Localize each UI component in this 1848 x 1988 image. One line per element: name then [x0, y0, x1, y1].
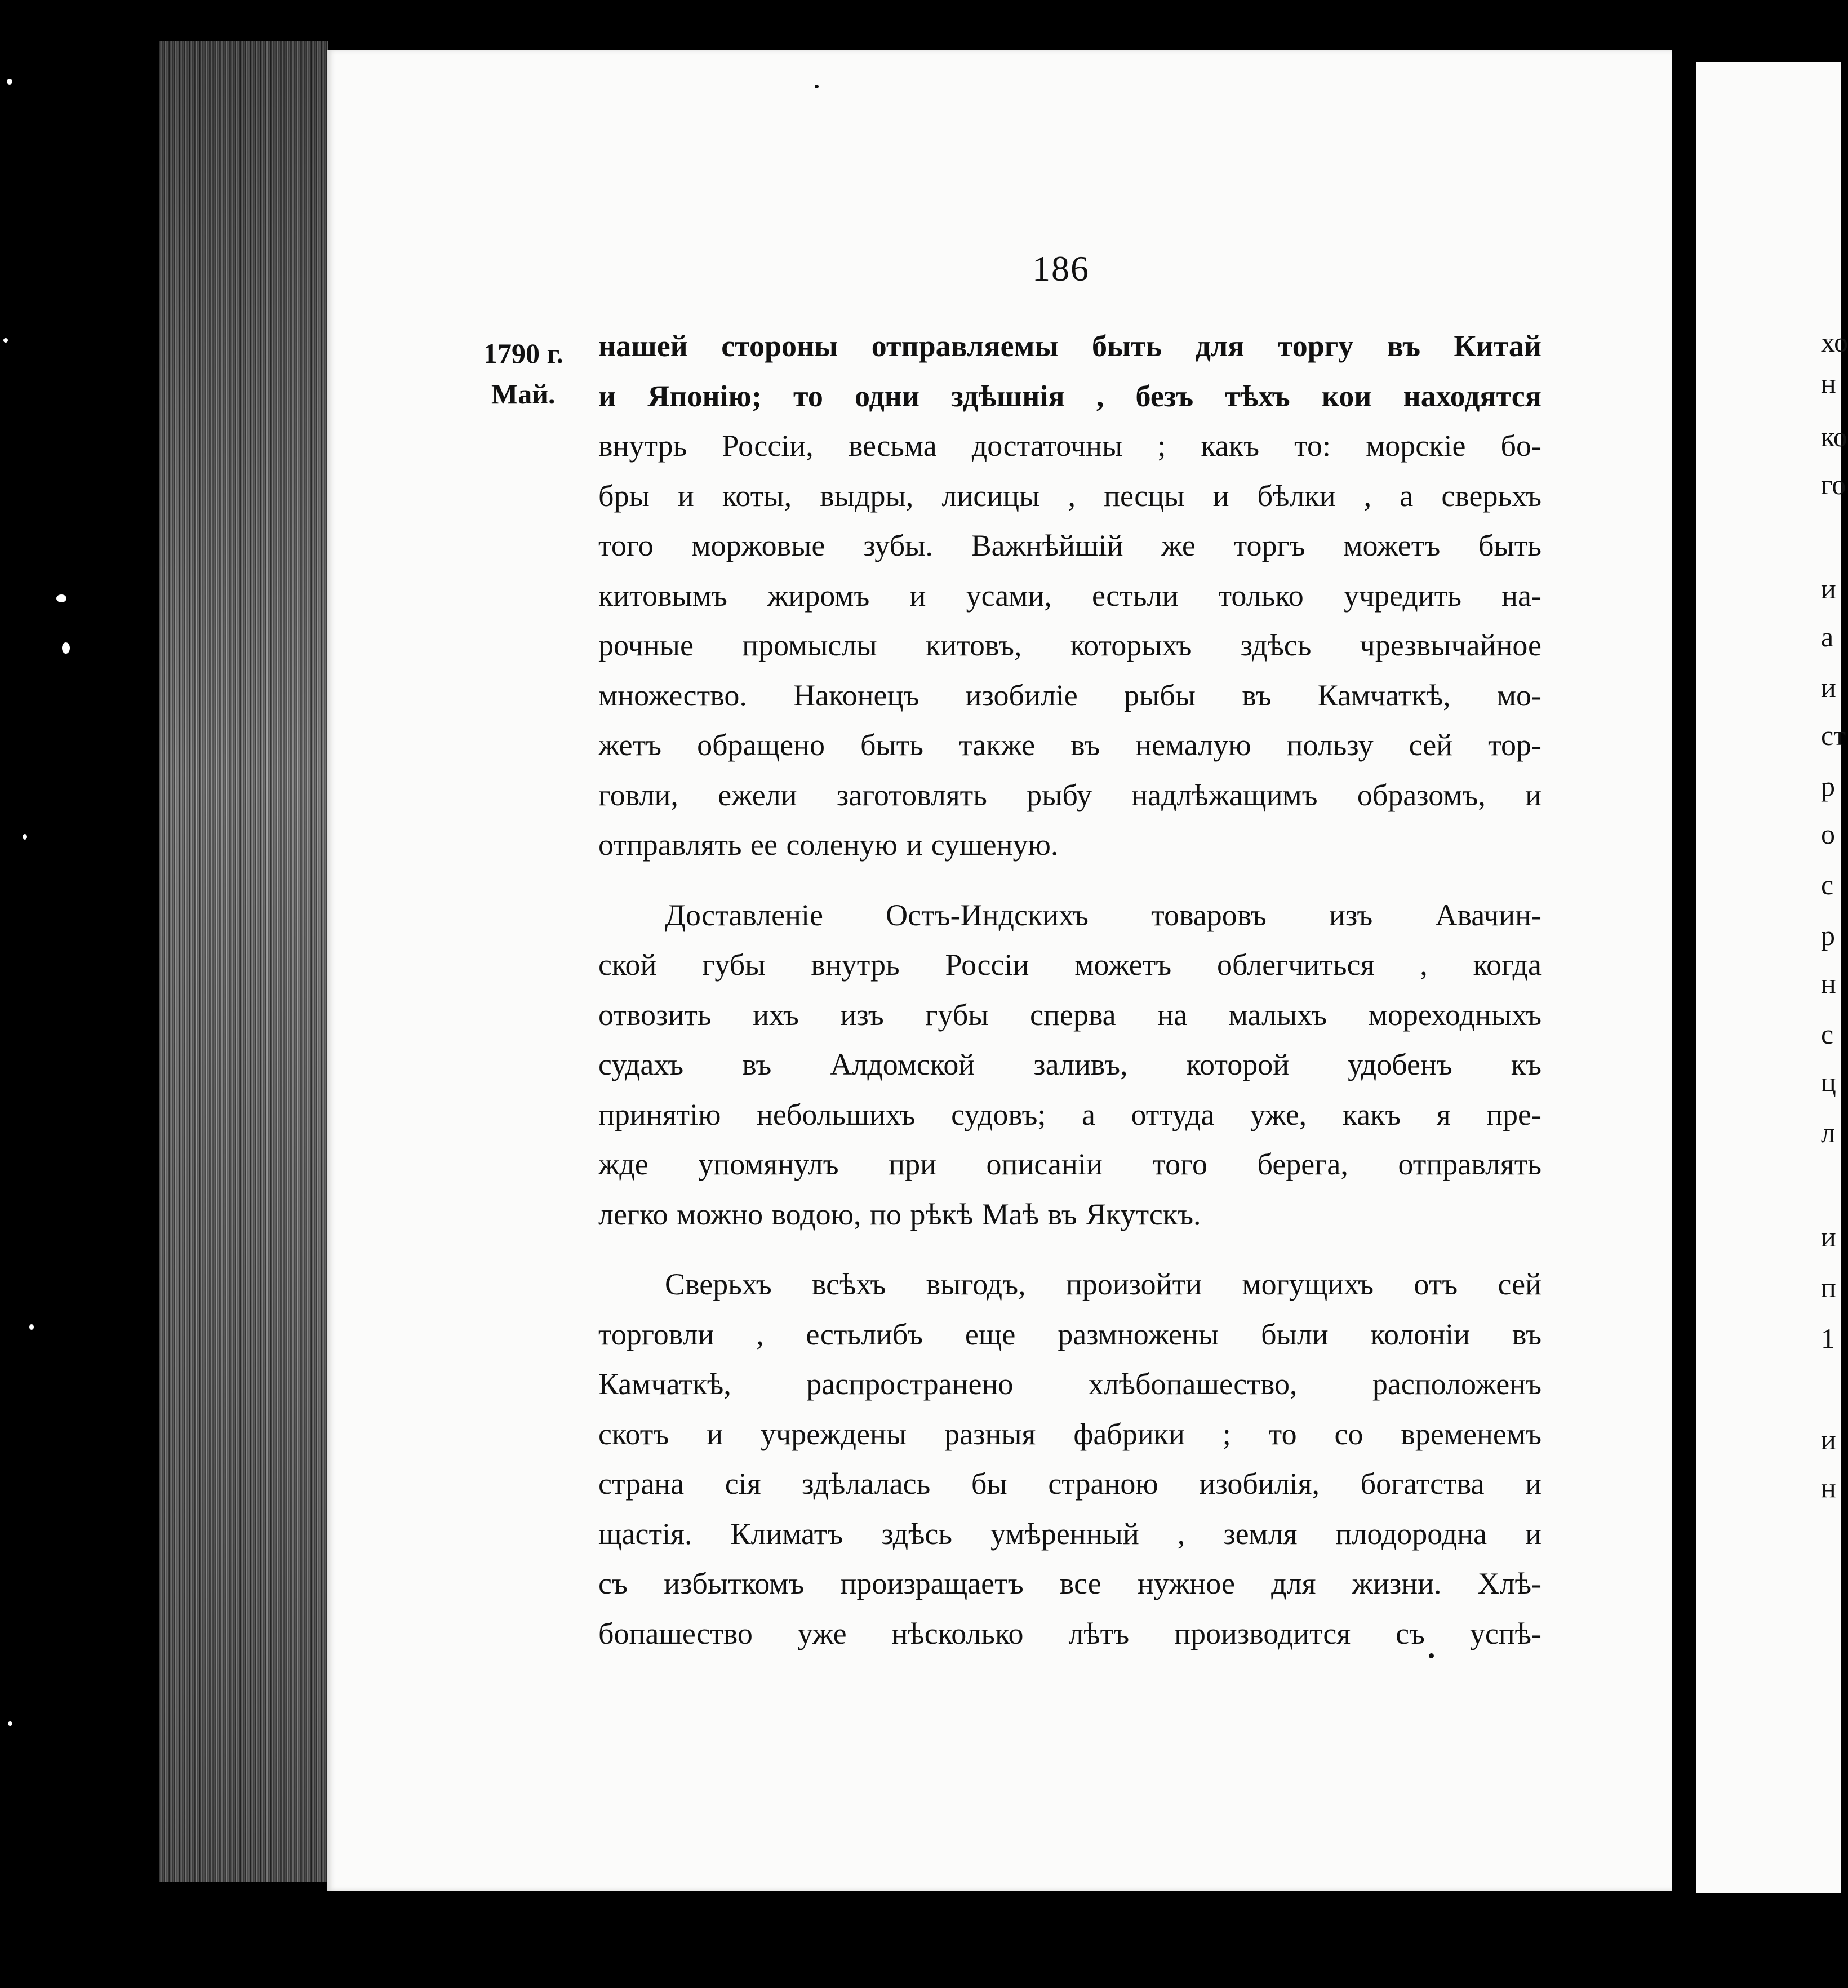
text-line: жетъ обращено быть также въ немалую пользу сей тор-	[598, 728, 1542, 762]
facing-page-fragment: го	[1821, 469, 1846, 500]
text-line: Камчаткѣ, распространено хлѣбопашество, расположенъ	[598, 1367, 1542, 1401]
text-line: ской губы внутрь Россіи можетъ облегчиться , когда	[598, 948, 1542, 982]
ink-speck	[815, 85, 819, 88]
text-line: торговли , естьлибъ еще размножены были колоніи въ	[598, 1317, 1542, 1351]
text-line: китовымъ жиромъ и усами, естьли только учредить на-	[598, 578, 1542, 613]
page-number: 186	[1032, 248, 1090, 289]
dust-speck	[23, 834, 27, 840]
paragraph	[598, 321, 1542, 870]
text-line: бры и коты, выдры, лисицы , песцы и бѣлки , а сверьхъ	[598, 478, 1542, 513]
dust-speck	[29, 1324, 34, 1330]
facing-page-edge	[1696, 62, 1848, 1893]
facing-page-fragment: ст	[1821, 720, 1846, 751]
text-line: жде упомянулъ при описаніи того берега, отправлять	[598, 1147, 1542, 1181]
book-page-edges	[159, 41, 328, 1882]
text-line: легко можно водою, по рѣкѣ Маѣ въ Якутскъ.	[598, 1197, 1201, 1231]
facing-page-fragment: и	[1821, 672, 1836, 703]
facing-page-fragment: ко	[1821, 421, 1847, 452]
text-line: нашей стороны отправляемы быть для торгу въ Китай	[598, 329, 1542, 363]
facing-page-fragment: и	[1821, 1221, 1836, 1253]
margin-note-year: 1790 г.	[483, 338, 564, 369]
text-line: того моржовые зубы. Важнѣйшій же торгъ можетъ быть	[598, 529, 1542, 562]
dust-speck	[7, 79, 12, 85]
paragraph-gap	[598, 1239, 1542, 1259]
text-line: множество. Наконецъ изобиліе рыбы въ Камчаткѣ, мо-	[598, 678, 1542, 712]
text-line: отправлять ее соленую и сушеную.	[598, 828, 1059, 862]
facing-page-fragment: л	[1821, 1117, 1835, 1148]
facing-page-fragment: н	[1821, 1472, 1836, 1503]
dust-speck	[3, 338, 8, 343]
facing-page-fragment: ц	[1821, 1066, 1836, 1098]
facing-page-fragment: с	[1821, 1018, 1834, 1050]
text-line: внутрь Россіи, весьма достаточны ; какъ то: морскіе бо-	[598, 429, 1542, 463]
facing-page-fragment: с	[1821, 869, 1834, 900]
text-line: бопашество уже нѣсколько лѣтъ производится съ успѣ-	[598, 1616, 1542, 1650]
dust-speck	[8, 1721, 12, 1726]
facing-page-fragment: о	[1821, 818, 1835, 850]
text-line: Доставленіе Остъ-Индскихъ товаровъ изъ Авачин-	[665, 898, 1542, 932]
text-line: говли, ежели заготовлять рыбу надлѣжащимъ образомъ, и	[598, 778, 1542, 812]
paragraph	[598, 890, 1542, 1240]
dust-speck	[56, 594, 66, 602]
text-line: страна сія здѣлалась бы страною изобилія, богатства и	[598, 1467, 1542, 1501]
text-line: скотъ и учреждены разныя фабрики ; то со временемъ	[598, 1417, 1542, 1451]
text-line: рочные промыслы китовъ, которыхъ здѣсь чрезвычайное	[598, 628, 1542, 662]
facing-page-fragment: и	[1821, 573, 1836, 605]
text-line: принятію небольшихъ судовъ; а оттуда уже, какъ я пре-	[598, 1097, 1542, 1131]
text-line: и Японію; то одни здѣшнія , безъ тѣхъ кои находятся	[598, 379, 1542, 413]
paragraph-gap	[598, 870, 1542, 890]
facing-page-fragment: и	[1821, 1424, 1836, 1456]
facing-page-fragment: хо	[1821, 326, 1848, 358]
body-text	[598, 321, 1542, 1658]
text-line: съ избыткомъ произращаетъ все нужное для жизни. Хлѣ-	[598, 1567, 1542, 1600]
text-line: отвозить ихъ изъ губы сперва на малыхъ мореходныхъ	[598, 997, 1542, 1032]
text-line: судахъ въ Алдомской заливъ, которой удобенъ къ	[598, 1048, 1542, 1081]
facing-page-fragment: 1	[1821, 1323, 1835, 1354]
dust-speck	[62, 642, 70, 654]
facing-page-fragment: р	[1821, 920, 1835, 951]
facing-page-fragment: н	[1821, 968, 1836, 999]
facing-page-fragment: п	[1821, 1272, 1836, 1303]
facing-page-fragment: а	[1821, 621, 1834, 653]
paragraph	[598, 1259, 1542, 1658]
facing-page-fragment: н	[1821, 367, 1836, 399]
text-line: Сверьхъ всѣхъ выгодъ, произойти могущихъ отъ сей	[665, 1267, 1542, 1301]
facing-page-fragment: р	[1821, 770, 1835, 802]
text-line: щастія. Климатъ здѣсь умѣренный , земля плодородна и	[598, 1516, 1542, 1551]
margin-note-month: Май.	[491, 378, 556, 410]
